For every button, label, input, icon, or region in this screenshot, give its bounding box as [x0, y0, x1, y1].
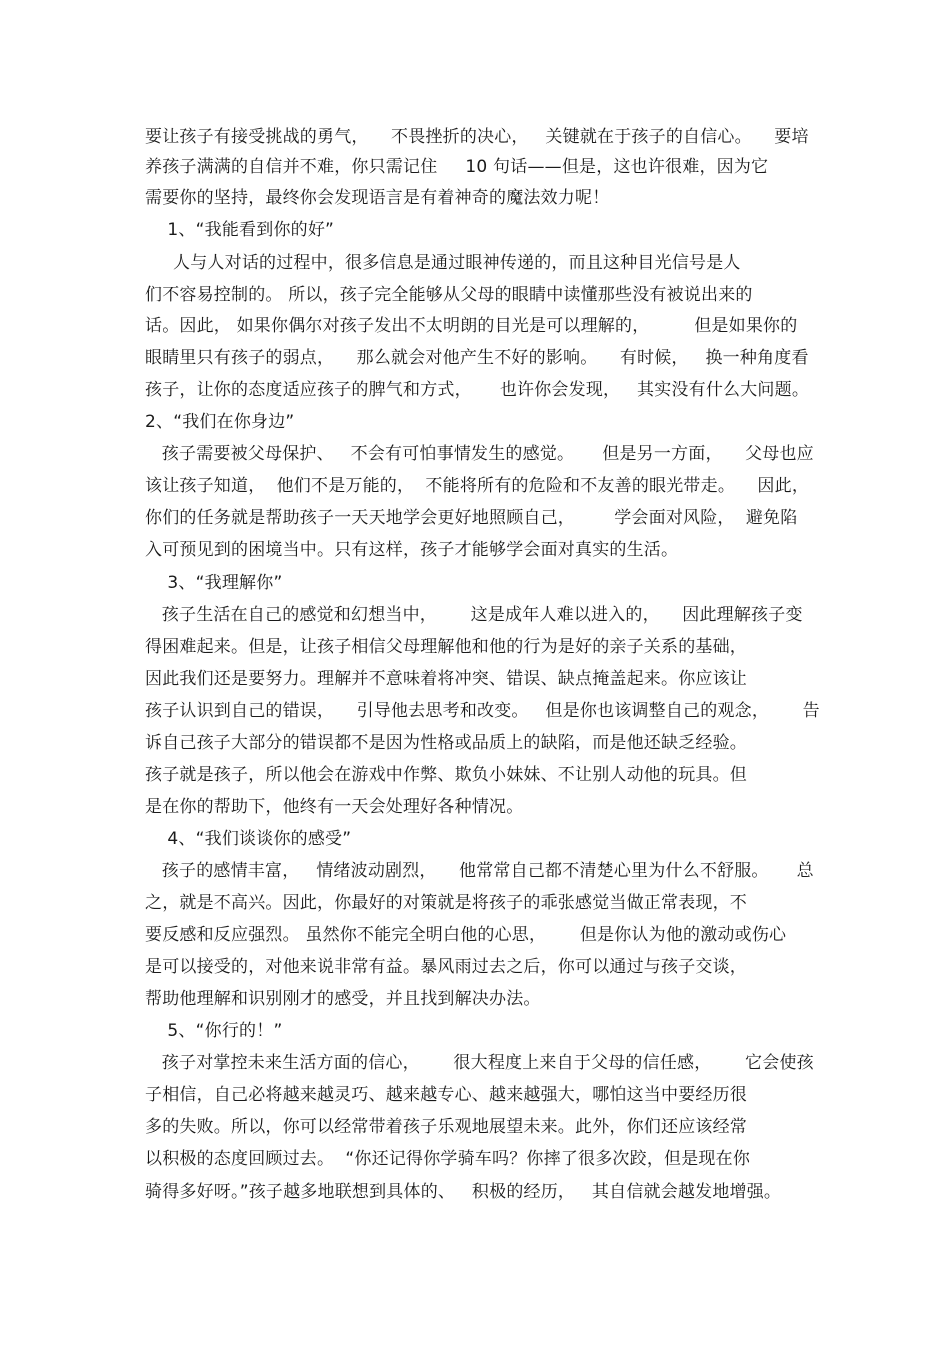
text-line: 孩子就是孩子，所以他会在游戏中作弊、欺负小妹妹、不让别人动他的玩具。但 — [145, 765, 747, 785]
text-line: 是在你的帮助下，他终有一天会处理好各种情况。 — [145, 797, 524, 817]
text-line: 人与人对话的过程中，很多信息是通过眼神传递的，而且这种目光信号是人 — [145, 253, 741, 273]
text-line: 子相信，自己必将越来越灵巧、越来越专心、越来越强大，哪怕这当中要经历很 — [145, 1085, 747, 1105]
text-line: 是可以接受的，对他来说非常有益。暴风雨过去之后，你可以通过与孩子交谈， — [145, 957, 747, 977]
text-line: 孩子对掌控未来生活方面的信心， 很大程度上来自于父母的信任感， 它会使孩 — [145, 1053, 814, 1073]
text-line: 孩子需要被父母保护、 不会有可怕事情发生的感觉。 但是另一方面， 父母也应 — [145, 444, 814, 464]
text-line: 之，就是不高兴。因此，你最好的对策就是将孩子的乖张感觉当做正常表现，不 — [145, 893, 747, 913]
section-heading: 1、“我能看到你的好” — [145, 220, 335, 240]
text-line: 帮助他理解和识别刚才的感受，并且找到解决办法。 — [145, 989, 541, 1009]
text-line: 孩子，让你的态度适应孩子的脾气和方式， 也许你会发现， 其实没有什么大问题。 — [145, 380, 810, 400]
section-heading: 4、“我们谈谈你的感受” — [145, 829, 352, 849]
text-line: 骑得多好呀。”孩子越多地联想到具体的、 积极的经历， 其自信就会越发地增强。 — [145, 1182, 782, 1202]
text-line: 孩子认识到自己的错误， 引导他去思考和改变。 但是你也该调整自己的观念， 告 — [145, 701, 820, 721]
text-line: 该让孩子知道， 他们不是万能的， 不能将所有的危险和不友善的眼光带走。 因此， — [145, 476, 810, 496]
text-line: 们不容易控制的。 所以，孩子完全能够从父母的眼睛中读懂那些没有被说出来的 — [145, 285, 753, 305]
text-line: 入可预见到的困境当中。只有这样，孩子才能够学会面对真实的生活。 — [145, 540, 679, 560]
text-line: 因此我们还是要努力。理解并不意味着将冲突、错误、缺点掩盖起来。你应该让 — [145, 669, 747, 689]
text-line: 得困难起来。但是，让孩子相信父母理解他和他的行为是好的亲子关系的基础， — [145, 637, 747, 657]
text-line: 孩子生活在自己的感觉和幻想当中， 这是成年人难以进入的， 因此理解孩子变 — [145, 605, 803, 625]
text-line: 需要你的坚持，最终你会发现语言是有着神奇的魔法效力呢！ — [145, 188, 610, 208]
text-line: 养孩子满满的自信并不难，你只需记住 10 句话——但是，这也许很难，因为它 — [145, 157, 769, 177]
text-line: 眼睛里只有孩子的弱点， 那么就会对他产生不好的影响。 有时候， 换一种角度看 — [145, 348, 809, 368]
text-line: 以积极的态度回顾过去。 “你还记得你学骑车吗？你摔了很多次跤，但是现在你 — [145, 1149, 751, 1169]
text-line: 要让孩子有接受挑战的勇气， 不畏挫折的决心， 关键就在于孩子的自信心。 要培 — [145, 127, 809, 147]
text-line: 你们的任务就是帮助孩子一天天地学会更好地照顾自己， 学会面对风险， 避免陷 — [145, 508, 798, 528]
text-line: 话。因此， 如果你偶尔对孩子发出不太明朗的目光是可以理解的， 但是如果你的 — [145, 316, 798, 336]
text-line: 孩子的感情丰富， 情绪波动剧烈， 他常常自己都不清楚心里为什么不舒服。 总 — [145, 861, 814, 881]
section-heading: 3、“我理解你” — [145, 573, 283, 593]
section-heading: 2、“我们在你身边” — [145, 412, 295, 432]
text-line: 多的失败。所以，你可以经常带着孩子乐观地展望未来。此外，你们还应该经常 — [145, 1117, 747, 1137]
text-line: 诉自己孩子大部分的错误都不是因为性格或品质上的缺陷，而是他还缺乏经验。 — [145, 733, 747, 753]
text-line: 要反感和反应强烈。 虽然你不能完全明白他的心思， 但是你认为他的激动或伤心 — [145, 925, 787, 945]
section-heading: 5、“你行的！” — [145, 1021, 283, 1041]
